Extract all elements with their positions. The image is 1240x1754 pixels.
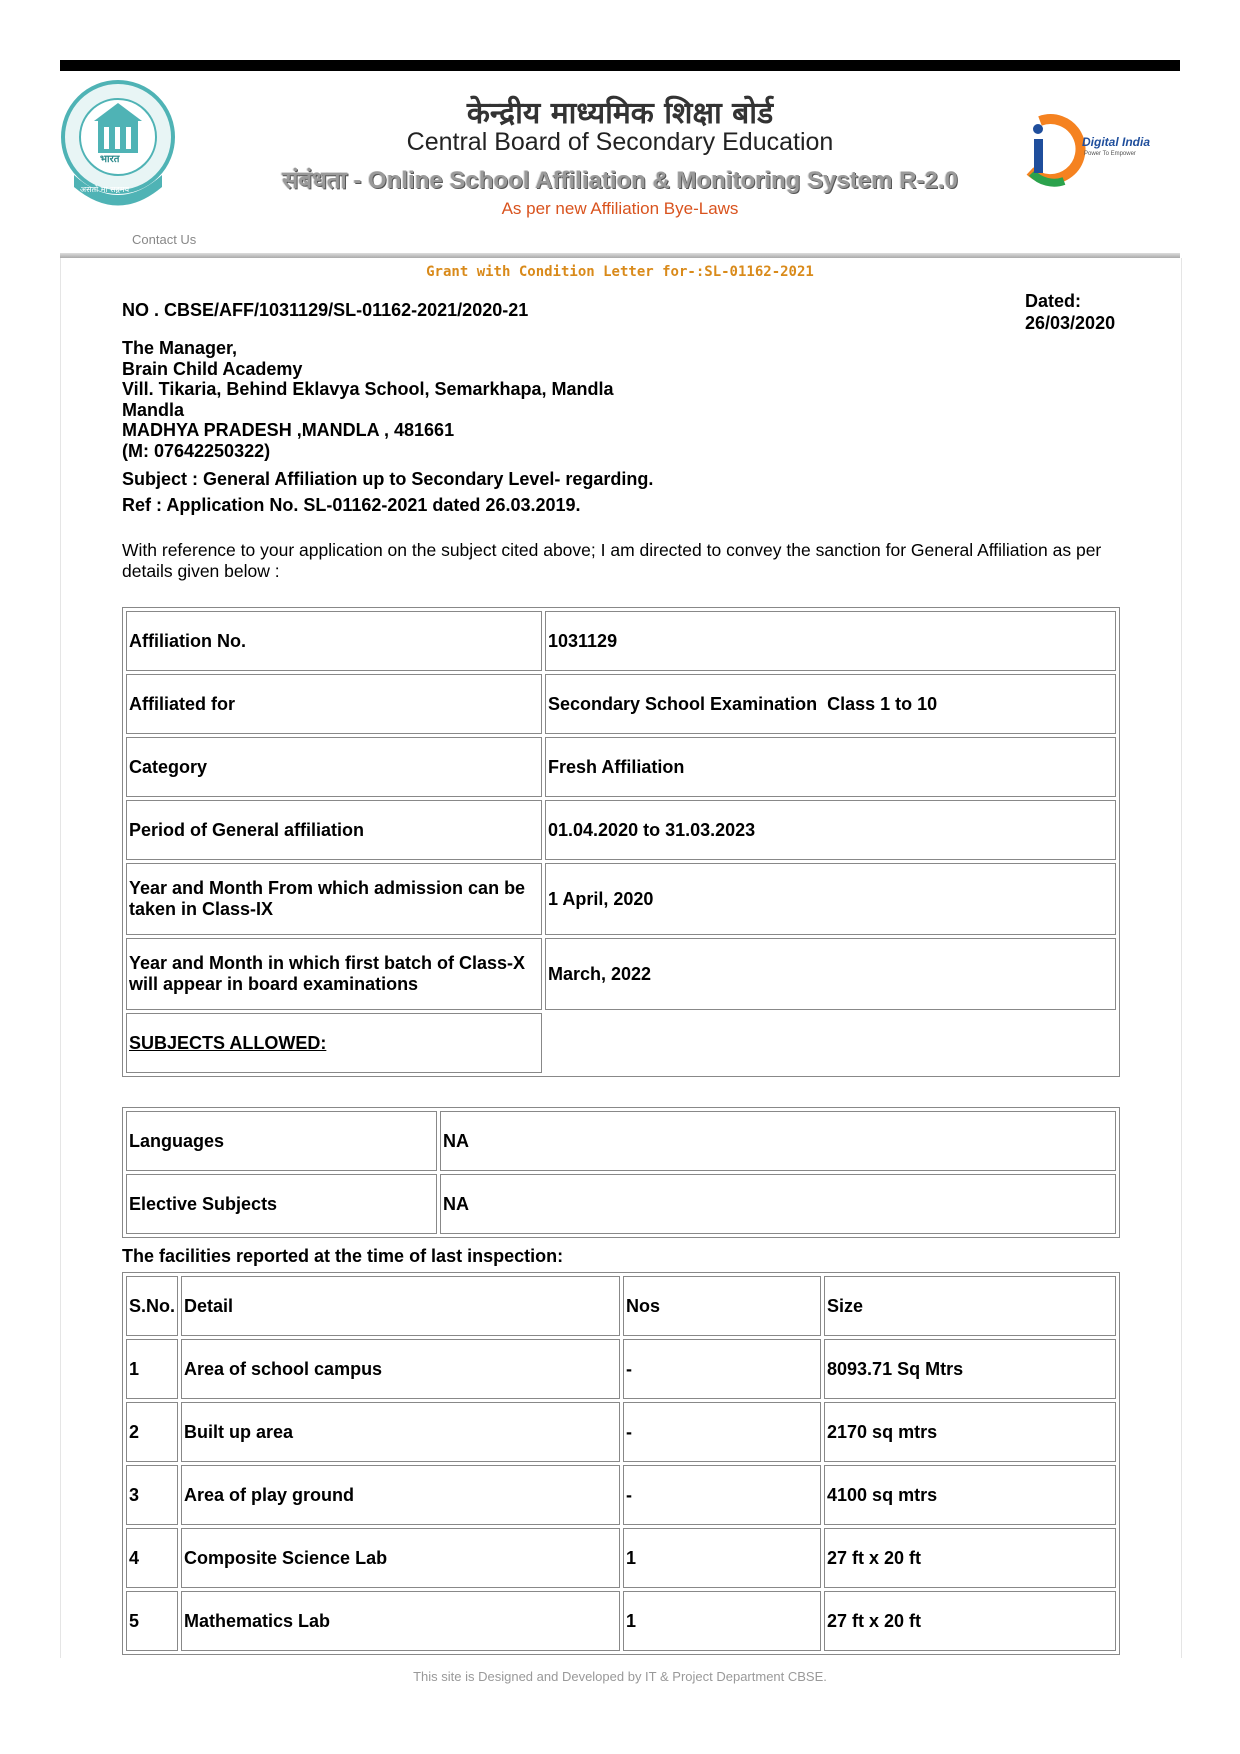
table-row (126, 938, 1116, 1010)
affiliation-label: Category (126, 737, 542, 797)
affiliation-label: Period of General affiliation (126, 800, 542, 860)
table-row (126, 611, 1116, 671)
affiliation-label: Year and Month From which admission can be taken in Class-IX (126, 863, 542, 935)
contact-us-link[interactable]: Contact Us (132, 232, 197, 247)
table-row (126, 1528, 1116, 1588)
table-row (126, 674, 1116, 734)
board-title-english: Central Board of Secondary Education (406, 128, 834, 156)
subject-value: NA (440, 1111, 1116, 1171)
affiliation-value: Secondary School Examination Class 1 to 10 (545, 674, 1116, 734)
board-title-hindi: केन्द्रीय माध्यमिक शिक्षा बोर्ड (466, 96, 774, 131)
reference-number: NO . CBSE/AFF/1031129/SL-01162-2021/2020-21 (122, 300, 529, 320)
subjects-table (122, 1107, 1120, 1238)
affiliation-label: Affiliated for (126, 674, 542, 734)
table-row (126, 1174, 1116, 1234)
table-row (126, 1013, 1116, 1073)
affiliation-value: 1031129 (545, 611, 1116, 671)
intro-paragraph: With reference to your application on the subject cited above; I am directed to convey the sanction for General Affiliation as per details given below : (122, 540, 1102, 581)
column-header: Detail (181, 1276, 620, 1336)
column-header: Nos (623, 1276, 821, 1336)
affiliation-value: March, 2022 (545, 938, 1116, 1010)
affiliation-label: Year and Month in which first batch of Class-X will appear in board examinations (126, 938, 542, 1010)
table-row (126, 863, 1116, 935)
dated-label: Dated: (1025, 291, 1082, 311)
table-row (126, 800, 1116, 860)
dated-value: 26/03/2020 (1025, 313, 1116, 333)
sno-cell: 1 (126, 1339, 178, 1399)
nos-cell: - (623, 1465, 821, 1525)
table-row (126, 1591, 1116, 1651)
nos-cell: - (623, 1339, 821, 1399)
empty-cell (545, 1013, 1116, 1073)
address-line: MADHYA PRADESH ,MANDLA , 481661 (122, 420, 455, 440)
size-cell: 8093.71 Sq Mtrs (824, 1339, 1116, 1399)
detail-cell: Mathematics Lab (181, 1591, 620, 1651)
address-line: Vill. Tikaria, Behind Eklavya School, Semarkhapa, Mandla (122, 379, 614, 399)
grant-letter-title: Grant with Condition Letter for-:SL-01162-2021 (426, 264, 814, 280)
size-cell: 27 ft x 20 ft (824, 1528, 1116, 1588)
subject-label: Elective Subjects (126, 1174, 437, 1234)
digital-india-text: Digital India (1082, 135, 1151, 149)
affiliation-value: 01.04.2020 to 31.03.2023 (545, 800, 1116, 860)
seal-country-text: भारत (100, 154, 120, 165)
date-block (1025, 290, 1115, 334)
nos-cell: 1 (623, 1591, 821, 1651)
subject-block (122, 466, 653, 518)
table-row (126, 1111, 1116, 1171)
nos-cell: - (623, 1402, 821, 1462)
address-line: Mandla (122, 399, 185, 420)
facilities-table (122, 1272, 1120, 1655)
detail-cell: Area of play ground (181, 1465, 620, 1525)
seal-motto-text: असतो मा सद्गमय (80, 185, 130, 194)
size-cell: 4100 sq mtrs (824, 1465, 1116, 1525)
subject-value: NA (440, 1174, 1116, 1234)
table-row (126, 1339, 1116, 1399)
affiliation-value: 1 April, 2020 (545, 863, 1116, 935)
nos-cell: 1 (623, 1528, 821, 1588)
detail-cell: Area of school campus (181, 1339, 620, 1399)
table-row (126, 1402, 1116, 1462)
sno-cell: 2 (126, 1402, 178, 1462)
address-line: (M: 07642250322) (122, 440, 271, 461)
address-line: Brain Child Academy (122, 358, 303, 379)
subject-line: Subject : General Affiliation up to Secondary Level- regarding. (122, 469, 654, 489)
table-row (126, 1465, 1116, 1525)
digital-india-tagline: Power To Empower (1084, 151, 1136, 157)
detail-cell: Built up area (181, 1402, 620, 1462)
system-title: संबंधता - Online School Affiliation & Monitoring System R-2.0 (282, 167, 958, 194)
address-line: The Manager, (122, 338, 238, 358)
byelaws-note: As per new Affiliation Bye-Laws (501, 199, 739, 218)
size-cell: 27 ft x 20 ft (824, 1591, 1116, 1651)
affiliation-value: Fresh Affiliation (545, 737, 1116, 797)
table-row (126, 737, 1116, 797)
size-cell: 2170 sq mtrs (824, 1402, 1116, 1462)
sno-cell: 4 (126, 1528, 178, 1588)
detail-cell: Composite Science Lab (181, 1528, 620, 1588)
subjects-heading: SUBJECTS ALLOWED: (126, 1013, 542, 1073)
subject-label: Languages (126, 1111, 437, 1171)
sno-cell: 3 (126, 1465, 178, 1525)
column-header: S.No. (126, 1276, 178, 1336)
affiliation-label: Affiliation No. (126, 611, 542, 671)
table-header-row (126, 1276, 1116, 1336)
column-header: Size (824, 1276, 1116, 1336)
ref-line: Ref : Application No. SL-01162-2021 dated 26.03.2019. (122, 495, 581, 515)
affiliation-table (122, 607, 1120, 1077)
sno-cell: 5 (126, 1591, 178, 1651)
facilities-title: The facilities reported at the time of last inspection: (122, 1246, 564, 1266)
site-footer: This site is Designed and Developed by IT & Project Department CBSE. (413, 1669, 827, 1684)
recipient-address (122, 338, 614, 461)
